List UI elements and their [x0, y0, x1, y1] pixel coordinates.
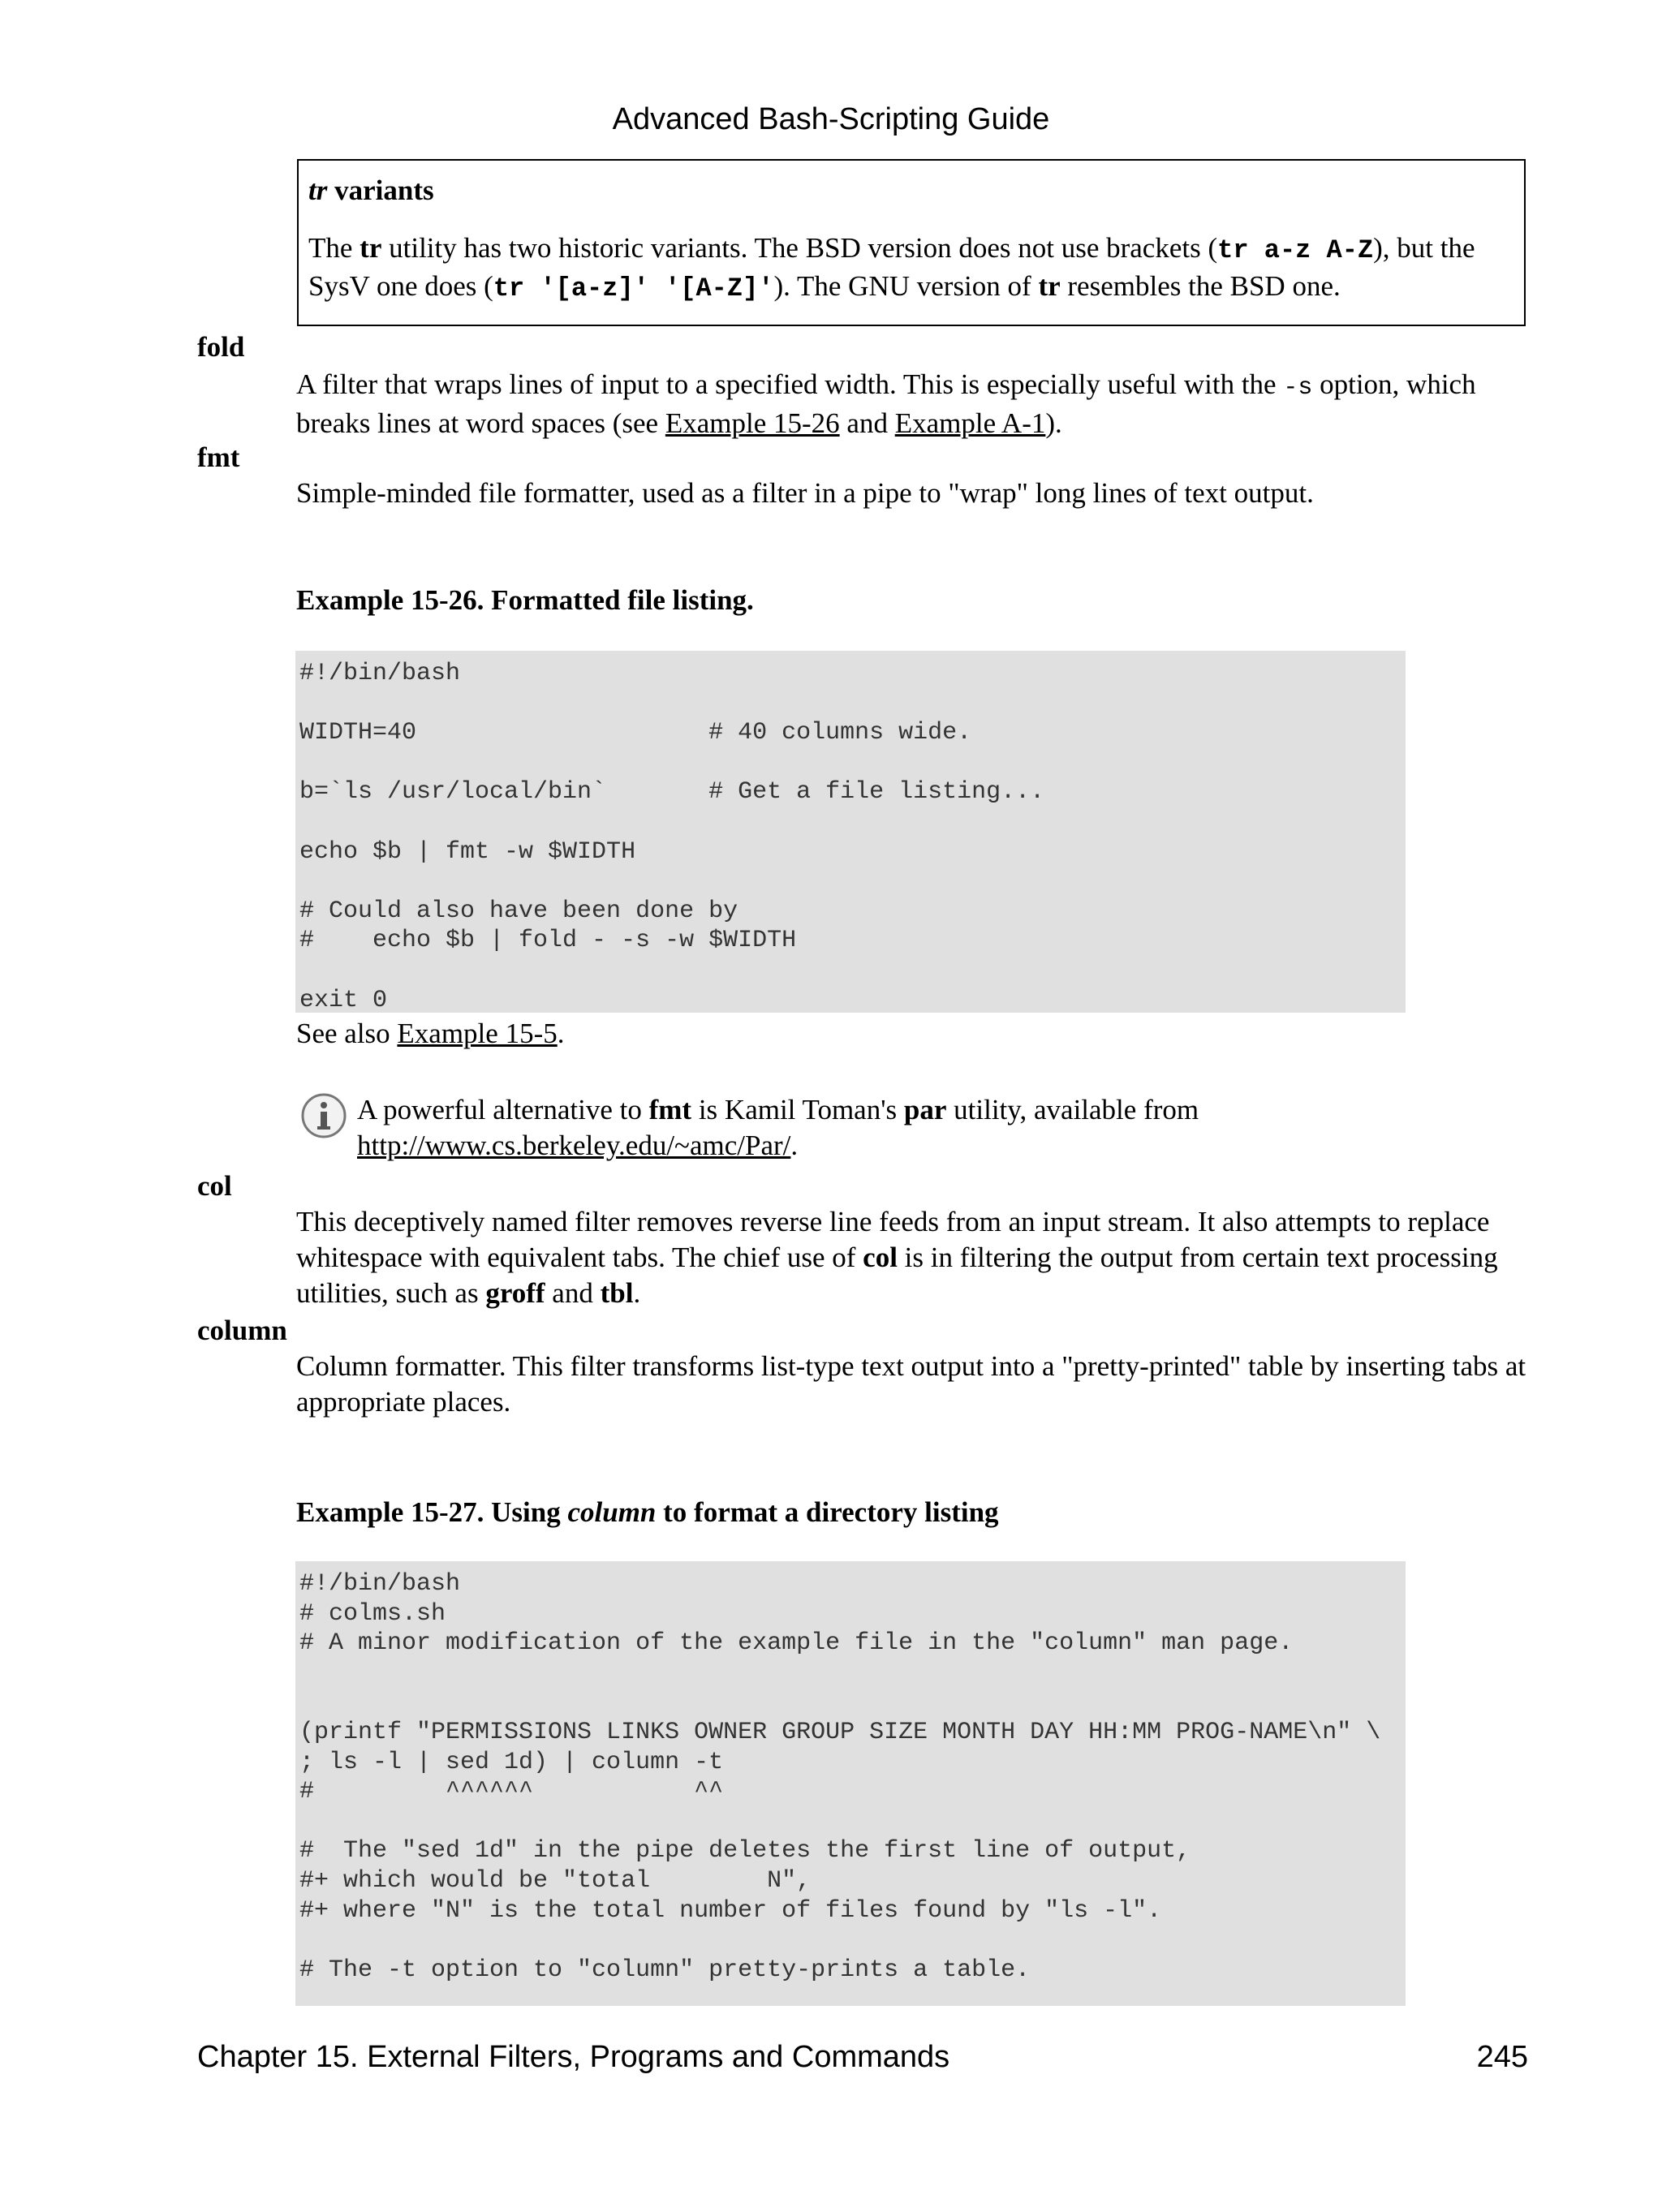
option-s: -s	[1283, 374, 1313, 402]
code-sysv: tr '[a-z]' '[A-Z]'	[493, 273, 774, 303]
tr-variants-sidebar	[297, 159, 1526, 326]
term-fold: fold	[197, 331, 245, 363]
cmd-tr: tr	[1038, 270, 1061, 302]
link-example-15-26[interactable]: Example 15-26	[665, 407, 840, 439]
sidebar-title-em: tr	[308, 174, 328, 206]
cmd-groff: groff	[485, 1277, 545, 1309]
example-15-26-title: Example 15-26. Formatted file listing.	[296, 584, 754, 616]
cmd-par: par	[903, 1094, 947, 1125]
text: resembles the BSD one.	[1060, 270, 1341, 302]
fold-description	[296, 367, 1530, 441]
text: utility, available from	[946, 1094, 1199, 1125]
cmd-fmt: fmt	[648, 1094, 692, 1125]
cmd-tr: tr	[360, 232, 382, 264]
text: ).	[1045, 407, 1062, 439]
text-em: column	[567, 1496, 657, 1528]
page-header: Advanced Bash-Scripting Guide	[612, 102, 1050, 136]
example-15-27-title	[296, 1495, 999, 1530]
col-description	[296, 1204, 1530, 1311]
text: .	[790, 1130, 799, 1161]
term-fmt: fmt	[197, 441, 240, 473]
sidebar-title	[308, 174, 1514, 208]
text: and	[839, 407, 895, 439]
link-par-url[interactable]: http://www.cs.berkeley.edu/~amc/Par/	[357, 1130, 791, 1161]
sidebar-title-rest: variants	[327, 174, 434, 206]
text: and	[545, 1277, 601, 1309]
example-15-26-code: #!/bin/bash WIDTH=40 # 40 columns wide. b=`ls /usr/local/bin` # Get a file listing... echo $b | fmt -w $WIDTH # Could also have been done by # echo $b | fold - -s -w $WIDTH exit 0	[295, 651, 1406, 1013]
text: ). The GNU version of	[773, 270, 1039, 302]
example-15-27-code: #!/bin/bash # colms.sh # A minor modification of the example file in the "column" man page. (printf "PERMISSIONS LINKS OWNER GROUP SIZE MONTH DAY HH:MM PROG-NAME\n" \ ; ls -l | sed 1d) | column -t # ^^^^^^ ^^ # The "sed 1d" in the pipe deletes the first line of output, #+ which would be "total N", #+ where "N" is the total number of files found by "ls -l". # The -t option to "column" pretty-prints a table.	[295, 1561, 1406, 2006]
text: .	[557, 1018, 565, 1049]
page-number: 245	[1476, 2040, 1528, 2074]
text: Example 15-27. Using	[296, 1496, 568, 1528]
text: A filter that wraps lines of input to a specified width. This is especially useful with the	[296, 368, 1284, 400]
text: This deceptively named filter removes reverse line feeds from an input stream. It also attempts to replace whitespace with equivalent tabs. The chief use of	[296, 1206, 1490, 1273]
page-footer	[197, 2038, 1528, 2076]
footer-chapter: Chapter 15. External Filters, Programs and Commands	[197, 2040, 950, 2074]
text: .	[633, 1277, 641, 1309]
see-also	[296, 1016, 1530, 1052]
cmd-col: col	[863, 1242, 898, 1273]
text: See also	[296, 1018, 398, 1049]
link-example-a-1[interactable]: Example A-1	[894, 407, 1046, 439]
text: option, which breaks lines at word spaces (see	[296, 368, 1476, 439]
term-column: column	[197, 1315, 287, 1346]
sidebar-body	[308, 230, 1514, 307]
text: is Kamil Toman's	[691, 1094, 904, 1125]
text: The	[308, 232, 360, 264]
column-description: Column formatter. This filter transforms list-type text output into a "pretty-printed" table by inserting tabs at appropriate places.	[296, 1350, 1526, 1418]
code-bsd: tr a-z A-Z	[1217, 235, 1374, 265]
term-col: col	[197, 1170, 232, 1202]
text: ), but the SysV one does (	[308, 232, 1475, 302]
link-example-15-5[interactable]: Example 15-5	[397, 1018, 558, 1049]
fmt-description: Simple-minded file formatter, used as a filter in a pipe to "wrap" long lines of text output.	[296, 477, 1314, 509]
text: utility has two historic variants. The BSD version does not use brackets (	[381, 232, 1218, 264]
info-icon	[300, 1092, 347, 1139]
cmd-tbl: tbl	[600, 1277, 634, 1309]
text: is in filtering the output from certain text processing utilities, such as	[296, 1242, 1498, 1309]
text: A powerful alternative to	[357, 1094, 649, 1125]
text: to format a directory listing	[656, 1496, 999, 1528]
note-par	[357, 1092, 1526, 1164]
